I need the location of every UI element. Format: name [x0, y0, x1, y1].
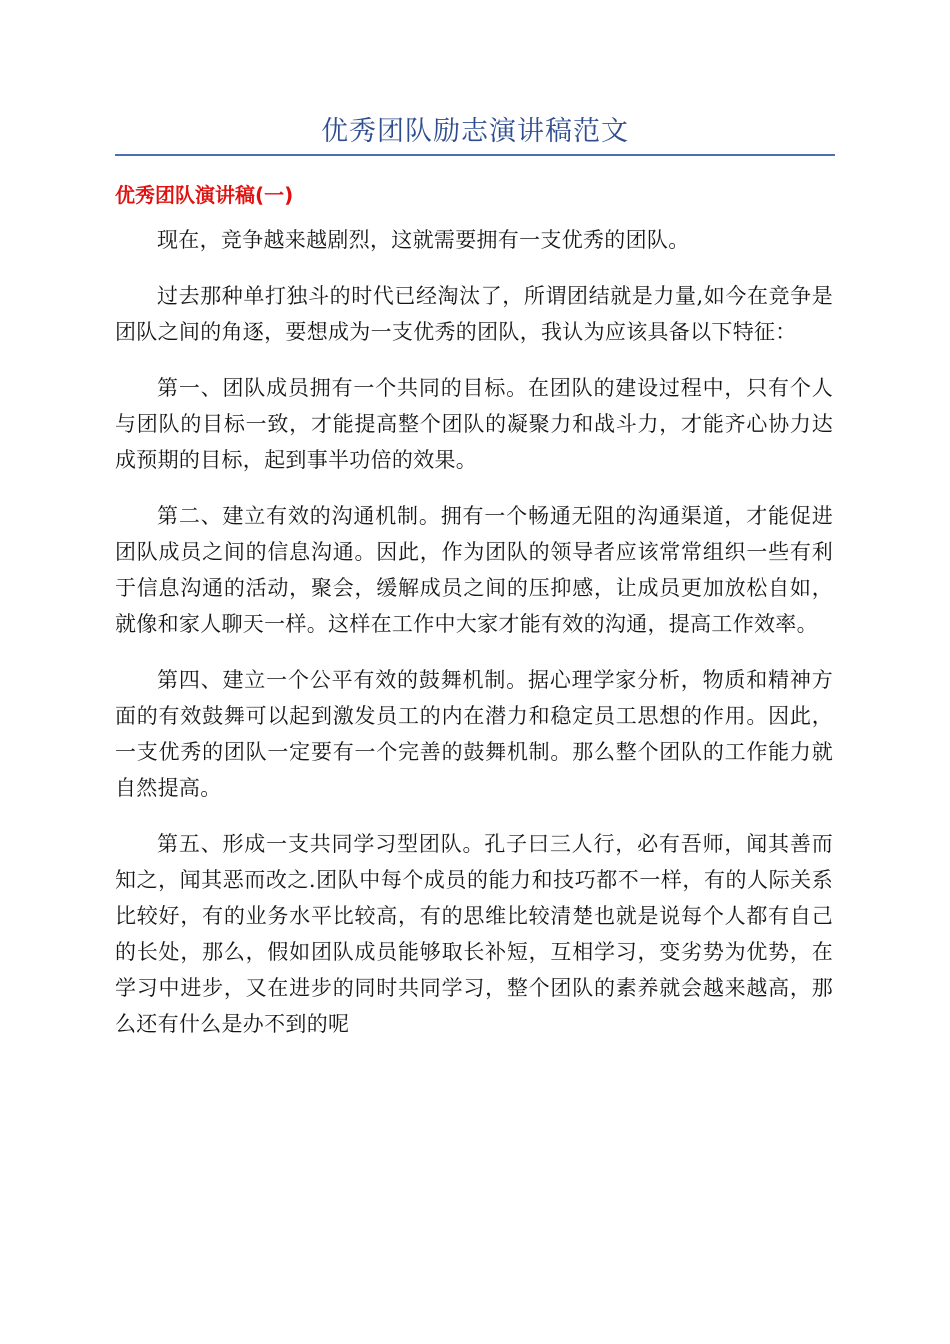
paragraph-background: 过去那种单打独斗的时代已经淘汰了，所谓团结就是力量,如今在竞争是团队之间的角逐，要想成为一支优秀的团队，我认为应该具备以下特征：	[115, 284, 833, 344]
page-title: 优秀团队励志演讲稿范文	[321, 116, 629, 147]
paragraph-point-4: 第四、建立一个公平有效的鼓舞机制。据心理学家分析，物质和精神方面的有效鼓舞可以起到激发员工的内在潜力和稳定员工思想的作用。因此，一支优秀的团队一定要有一个完善的鼓舞机制。那么整个团队的工作能力就自然提高。	[115, 668, 833, 800]
paragraph-intro: 现在，竞争越来越剧烈，这就需要拥有一支优秀的团队。	[157, 228, 690, 252]
paragraph-point-5: 第五、形成一支共同学习型团队。孔子曰三人行，必有吾师，闻其善而知之，闻其恶而改之.团队中每个成员的能力和技巧都不一样，有的人际关系比较好，有的业务水平比较高，有的思维比较清楚也就是说每个人都有自己的长处，那么，假如团队成员能够取长补短，互相学习，变劣势为优势，在学习中进步，又在进步的同时共同学习，整个团队的素养就会越来越高，那么还有什么是办不到的呢	[115, 832, 833, 1036]
section-heading: 优秀团队演讲稿(一)	[115, 183, 294, 207]
title-underline	[115, 154, 835, 156]
paragraph-point-1: 第一、团队成员拥有一个共同的目标。在团队的建设过程中，只有个人与团队的目标一致，才能提高整个团队的凝聚力和战斗力，才能齐心协力达成预期的目标，起到事半功倍的效果。	[115, 376, 833, 472]
paragraph-point-2: 第二、建立有效的沟通机制。拥有一个畅通无阻的沟通渠道，才能促进团队成员之间的信息沟通。因此，作为团队的领导者应该常常组织一些有利于信息沟通的活动，聚会，缓解成员之间的压抑感，让成员更加放松自如，就像和家人聊天一样。这样在工作中大家才能有效的沟通，提高工作效率。	[115, 504, 833, 636]
body-text	[115, 222, 833, 1062]
